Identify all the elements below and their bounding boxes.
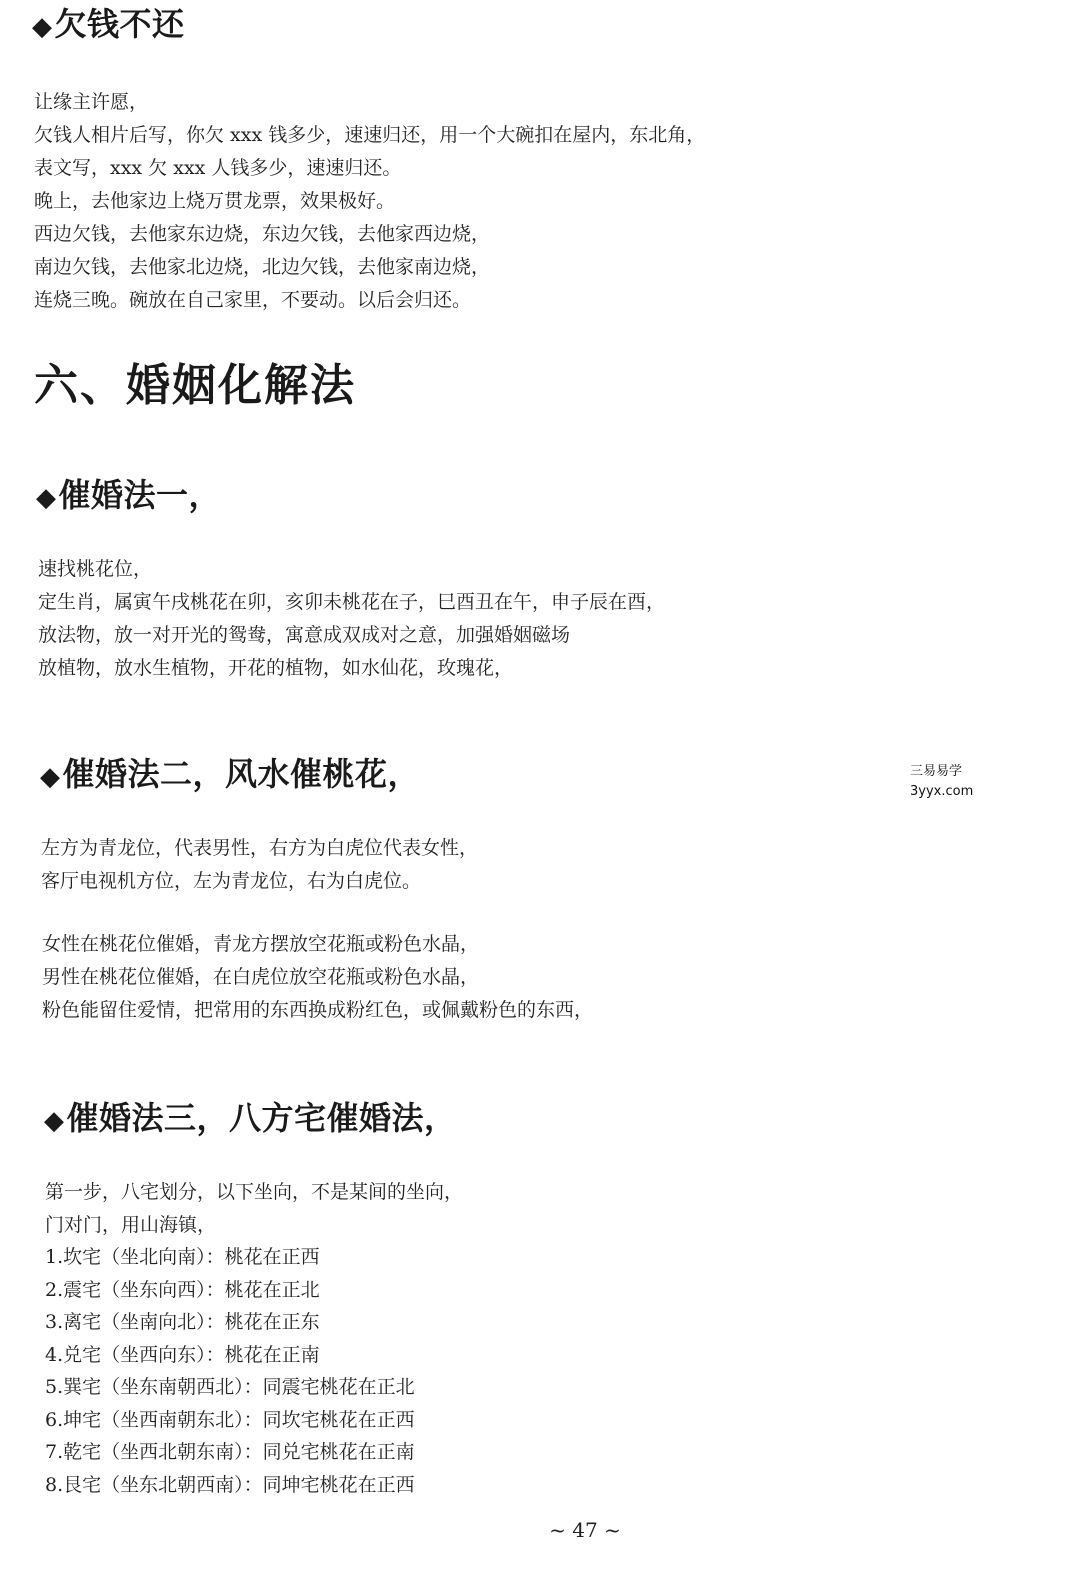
chapter-title: 六、婚姻化解法 [34, 360, 356, 411]
diamond-bullet-icon: ◆ [40, 762, 61, 792]
text-line: 让缘主许愿， [34, 91, 149, 113]
section-heading-method3-text: 催婚法三，八方宅催婚法， [66, 1099, 457, 1137]
text-line: 晚上，去他家边上烧万贯龙票，效果极好。 [34, 190, 396, 212]
text-line: 门对门，用山海镇， [45, 1213, 217, 1236]
text-line: 欠钱人相片后写，你欠 xxx 钱多少，速速归还，用一个大碗扣在屋内，东北角， [34, 124, 706, 146]
diamond-bullet-icon: ◆ [32, 12, 53, 42]
text-line: 男性在桃花位催婚，在白虎位放空花瓶或粉色水晶， [42, 966, 480, 988]
list-item: 5.巽宅（坐东南朝西北）：同震宅桃花在正北 [45, 1376, 415, 1398]
list-item: 2.震宅（坐东向西）：桃花在正北 [45, 1278, 320, 1301]
text-line: 连烧三晚。碗放在自己家里，不要动。以后会归还。 [34, 289, 472, 311]
list-item: 4.兑宅（坐西向东）：桃花在正南 [45, 1343, 320, 1366]
section-heading-method2-text: 催婚法二，风水催桃花， [62, 755, 421, 793]
paragraph-owe [34, 86, 705, 317]
list-item: 8.艮宅（坐东北朝西南）：同坤宅桃花在正西 [45, 1473, 415, 1496]
section-heading-method1 [36, 475, 221, 518]
section-heading-method2 [40, 754, 420, 797]
text-line: 放法物，放一对开光的鸳鸯，寓意成双成对之意，加强婚姻磁场 [38, 624, 571, 646]
section-heading-method3 [44, 1098, 457, 1141]
page-number: ~ 47 ~ [549, 1518, 621, 1542]
text-line: 第一步，八宅划分，以下坐向，不是某间的坐向， [45, 1181, 464, 1203]
text-line: 放植物，放水生植物，开花的植物，如水仙花，玫瑰花， [38, 657, 514, 679]
text-line: 南边欠钱，去他家北边烧，北边欠钱，去他家南边烧， [34, 256, 491, 278]
list-item: 6.坤宅（坐西南朝东北）：同坎宅桃花在正西 [45, 1408, 415, 1431]
diamond-bullet-icon: ◆ [44, 1106, 65, 1136]
text-line: 西边欠钱，去他家东边烧，东边欠钱，去他家西边烧， [34, 223, 491, 245]
text-line: 表文写，xxx 欠 xxx 人钱多少，速速归还。 [34, 157, 402, 179]
text-line: 定生肖，属寅午戌桃花在卯，亥卯未桃花在子，巳酉丑在午，申子辰在酉， [38, 591, 666, 613]
diamond-bullet-icon: ◆ [36, 483, 57, 513]
paragraph-method1 [38, 553, 665, 685]
text-line: 速找桃花位， [38, 558, 153, 580]
list-item: 3.离宅（坐南向北）：桃花在正东 [45, 1311, 320, 1333]
text-line: 女性在桃花位催婚，青龙方摆放空花瓶或粉色水晶， [42, 933, 480, 955]
text-line: 粉色能留住爱情，把常用的东西换成粉红色，或佩戴粉色的东西， [42, 999, 594, 1021]
section-heading-method1-text: 催婚法一， [58, 476, 222, 514]
watermark [910, 762, 973, 802]
paragraph-method3 [45, 1176, 463, 1501]
watermark-url: 3yyx.com [910, 784, 974, 799]
text-line: 左方为青龙位，代表男性，右方为白虎位代表女性， [41, 837, 479, 859]
section-heading-owe-text: 欠钱不还 [54, 5, 185, 43]
paragraph-method2-b [42, 928, 593, 1027]
section-heading-owe [32, 4, 185, 47]
watermark-title: 三易易学 [910, 764, 963, 779]
list-item: 7.乾宅（坐西北朝东南）：同兑宅桃花在正南 [45, 1441, 415, 1463]
paragraph-method2-a [41, 832, 478, 898]
list-item: 1.坎宅（坐北向南）：桃花在正西 [45, 1246, 320, 1268]
text-line: 客厅电视机方位，左为青龙位，右为白虎位。 [41, 870, 422, 892]
